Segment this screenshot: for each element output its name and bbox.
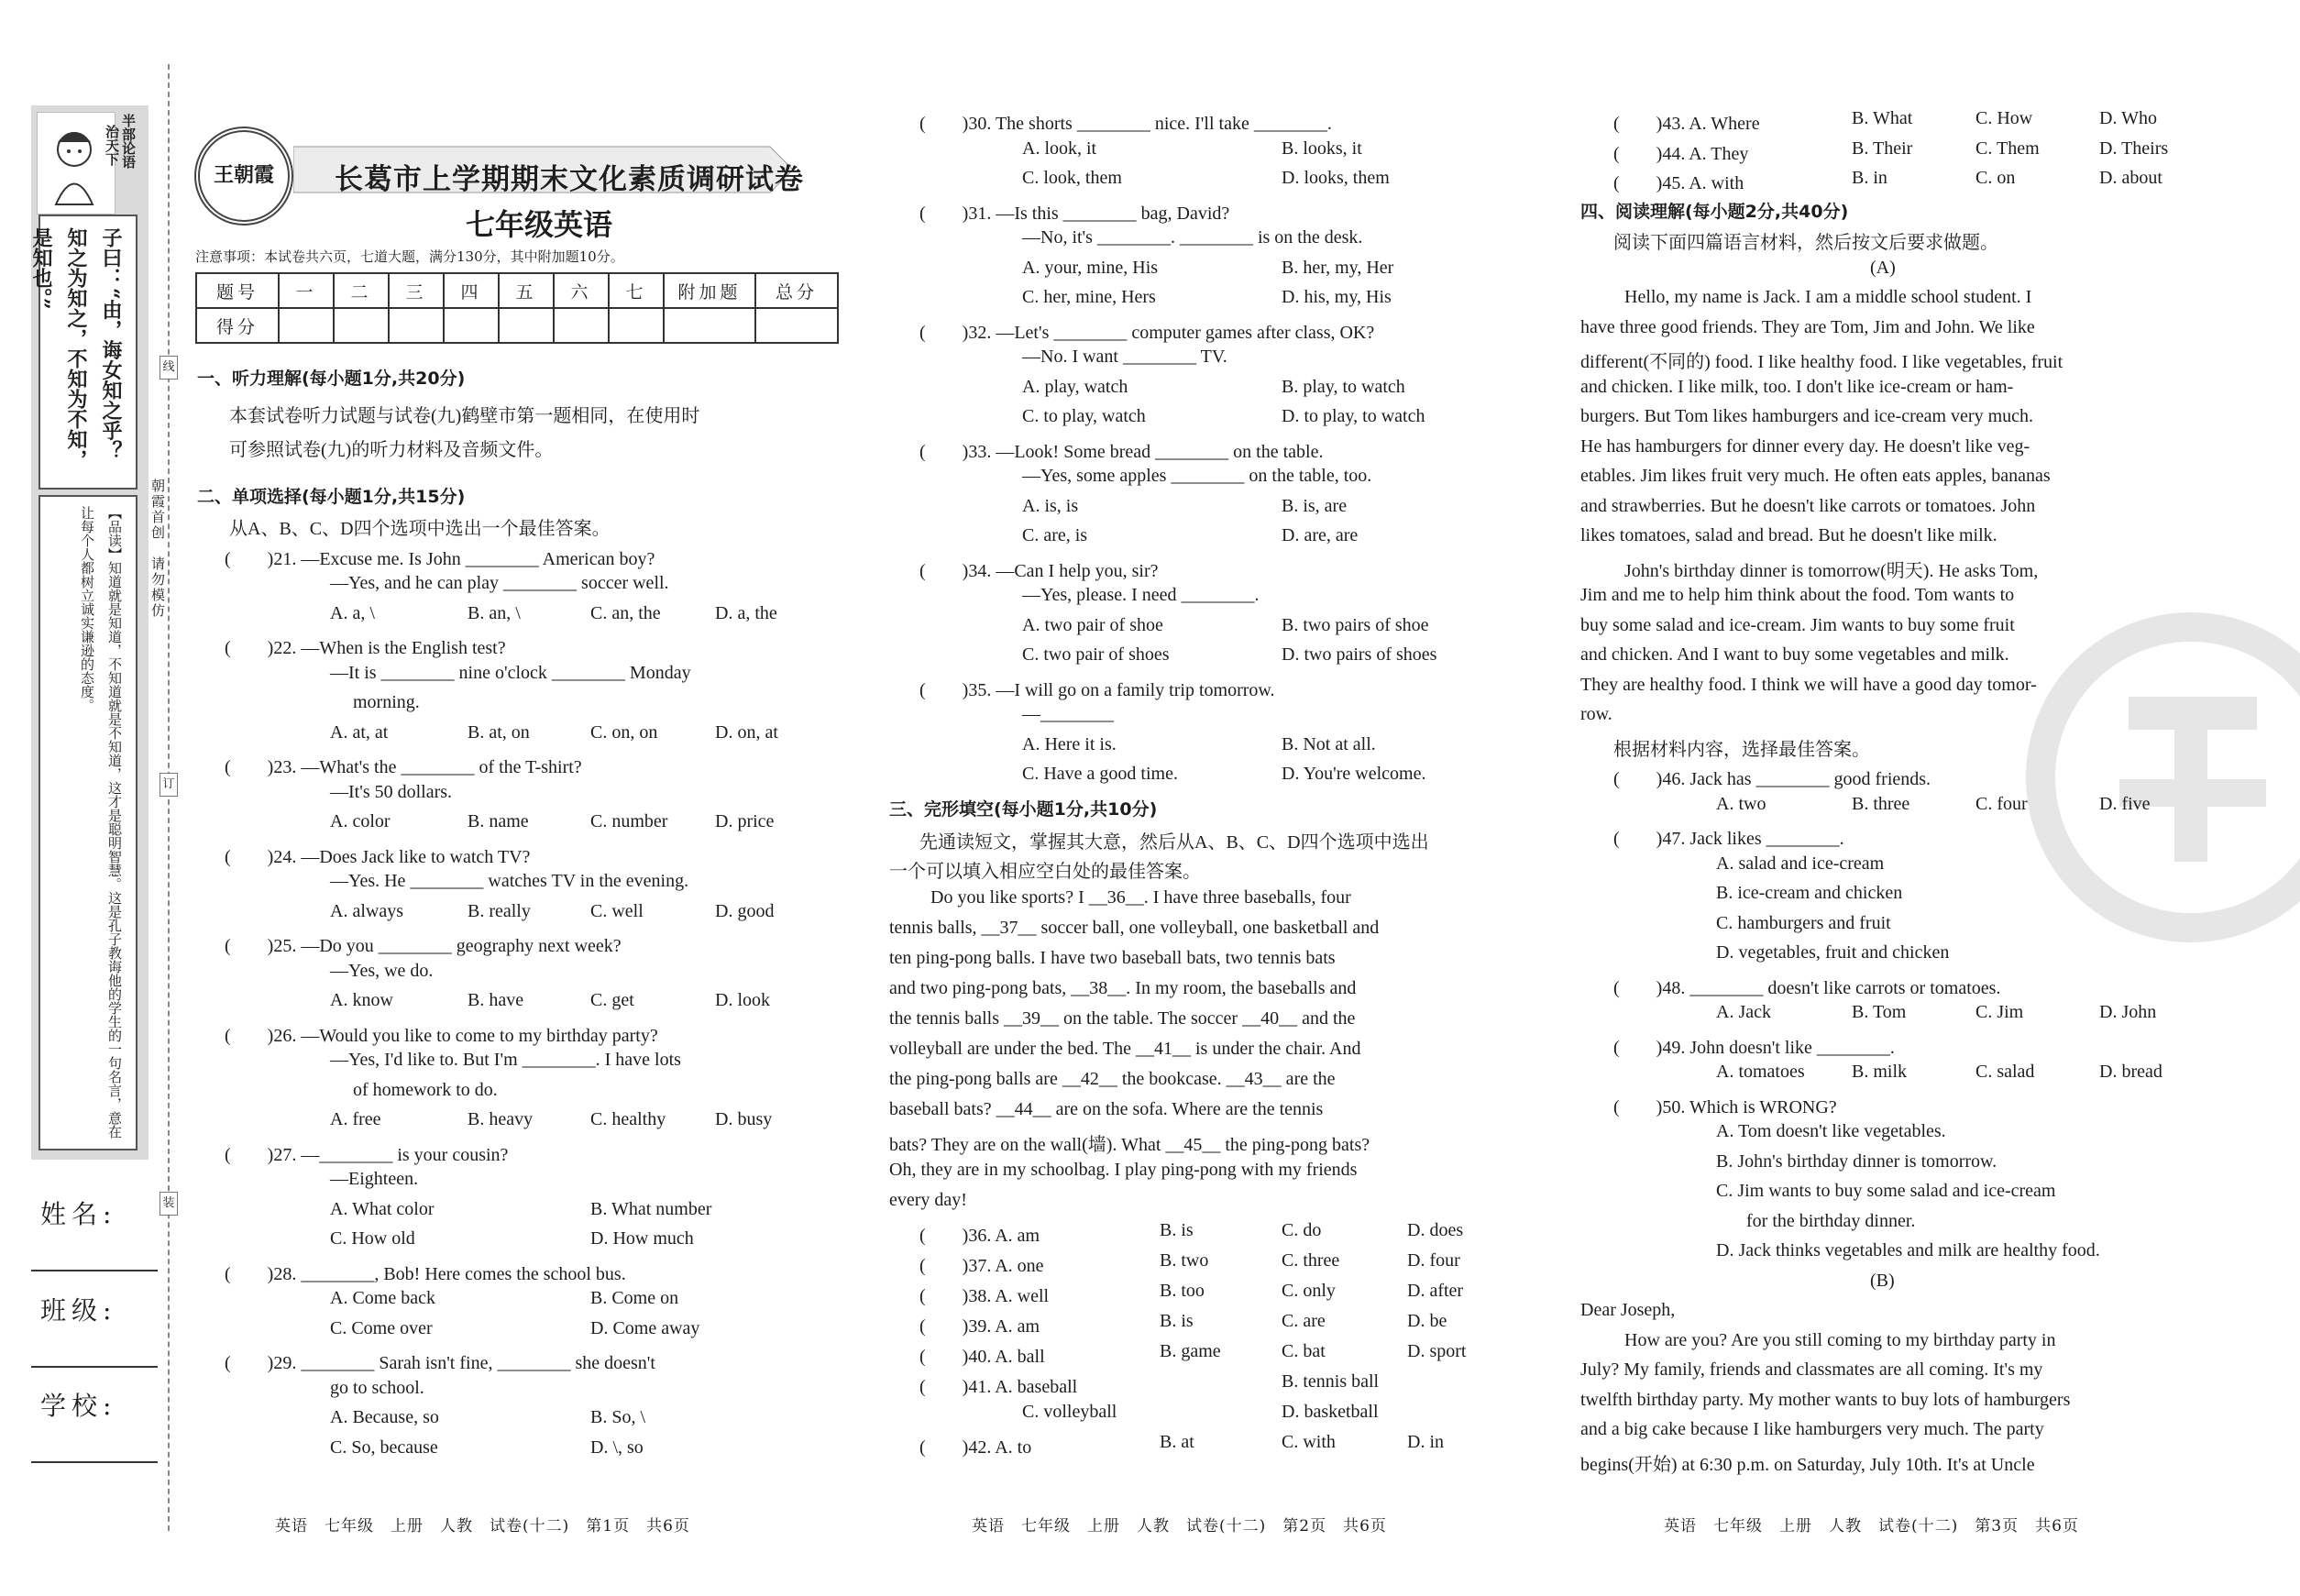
text-line: ( )43. A. Where [1613, 114, 1760, 134]
text-line: —Yes, some apples ________ on the table, too. [1022, 466, 1372, 486]
text-line: ( )42. A. to [919, 1437, 1032, 1458]
score-table [195, 272, 839, 344]
text-line: A. play, watch [1022, 377, 1128, 397]
text-line: B. her, my, Her [1282, 258, 1394, 278]
text-line: A. two [1716, 794, 1766, 814]
text-line: B. name [468, 811, 529, 831]
name-label: 姓名: [40, 1199, 117, 1229]
text-line: C. number [590, 811, 668, 831]
text-line: B. play, to watch [1282, 377, 1405, 397]
text-line: 根据材料内容，选择最佳答案。 [1613, 740, 1870, 760]
text-line: and strawberries. But he doesn't like carrots or tomatoes. John [1580, 496, 2036, 516]
text-line: —Yes, I'd like to. But I'm ________. I have lots [330, 1050, 681, 1070]
text-line: How are you? Are you still coming to my birthday party in [1624, 1330, 2056, 1350]
text-line: ( )23. —What's the ________ of the T-shirt? [225, 757, 582, 777]
text-line: ( )49. John doesn't like ________. [1613, 1038, 1895, 1058]
class-line[interactable] [31, 1366, 158, 1368]
text-line: A. know [330, 990, 393, 1010]
score-cell: 六 [554, 273, 609, 308]
text-line: D. sport [1407, 1341, 1467, 1361]
text-line: C. are, is [1022, 525, 1088, 545]
text-line: ( )31. —Is this ________ bag, David? [919, 204, 1230, 224]
text-line: begins(开始) at 6:30 p.m. on Saturday, July 10th. It's at Uncle [1580, 1455, 2035, 1475]
text-line: D. in [1407, 1432, 1444, 1452]
text-line: for the birthday dinner. [1746, 1211, 1916, 1231]
text-line: ( )36. A. am [919, 1226, 1040, 1246]
text-line: —No. I want ________ TV. [1022, 347, 1227, 367]
text-line: ( )47. Jack likes ________. [1613, 829, 1844, 849]
text-line: and two ping-pong bats, __38__. In my room, the baseballs and [889, 978, 1357, 998]
text-line: 阅读下面四篇语言材料，然后按文后要求做题。 [1613, 233, 1998, 253]
score-cell: 三 [389, 273, 444, 308]
text-line: B. really [468, 901, 531, 921]
text-line: D. be [1407, 1311, 1447, 1331]
text-line: Oh, they are in my schoolbag. I play ping-pong with my friends [889, 1160, 1358, 1180]
text-line: morning. [353, 692, 420, 712]
text-line: C. How [1975, 108, 2033, 128]
score-input[interactable] [334, 308, 389, 343]
text-line: A. a, \ [330, 603, 375, 623]
score-cell: 四 [444, 273, 499, 308]
text-line: volleyball are under the bed. The __41__ is under the chair. And [889, 1039, 1361, 1059]
text-line: July? My family, friends and classmates are all coming. It's my [1580, 1359, 2043, 1380]
exam-title: 长葛市上学期期末文化素质调研试卷 [335, 163, 804, 196]
text-line: B. is [1160, 1220, 1194, 1240]
text-line: and a big cake because I like hamburgers very much. The party [1580, 1419, 2044, 1439]
score-input[interactable] [609, 308, 664, 343]
text-line: D. Jack thinks vegetables and milk are healthy food. [1716, 1240, 2100, 1260]
brand-name: 王朝霞 [213, 163, 274, 187]
text-line: B. Come on [590, 1288, 679, 1308]
text-line: B. Tom [1852, 1002, 1907, 1022]
text-line: (B) [1870, 1271, 1895, 1291]
text-line: A. at, at [330, 722, 389, 743]
text-line: B. What number [590, 1199, 712, 1219]
text-line: B. ice-cream and chicken [1716, 883, 1903, 903]
text-line: C. How old [330, 1228, 415, 1249]
text-line: —It is ________ nine o'clock ________ Monday [330, 663, 691, 683]
score-cell: 总分 [755, 273, 838, 308]
score-cell: 二 [334, 273, 389, 308]
text-line: buy some salad and ice-cream. Jim wants to buy some fruit [1580, 615, 2015, 635]
text-line: B. heavy [468, 1109, 534, 1129]
text-line: of homework to do. [353, 1080, 498, 1100]
text-line: D. look [715, 990, 770, 1010]
text-line: the ping-pong balls are __42__ the bookcase. __43__ are the [889, 1069, 1336, 1089]
text-line: C. healthy [590, 1109, 666, 1129]
text-line: ( )50. Which is WRONG? [1613, 1097, 1837, 1117]
text-line: B. tennis ball [1282, 1371, 1380, 1392]
text-line: B. two pairs of shoe [1282, 615, 1429, 635]
text-line: likes tomatoes, salad and bread. But he doesn't like milk. [1580, 525, 1997, 545]
text-line: twelfth birthday party. My mother wants to buy lots of hamburgers [1580, 1390, 2071, 1410]
text-line: B. John's birthday dinner is tomorrow. [1716, 1151, 1997, 1172]
text-line: B. in [1852, 168, 1887, 188]
text-line: C. three [1282, 1250, 1340, 1271]
text-line: B. is [1160, 1311, 1194, 1331]
text-line: He has hamburgers for dinner every day. He doesn't like veg- [1580, 436, 2030, 457]
score-header-row [196, 273, 838, 308]
text-line: —It's 50 dollars. [330, 782, 453, 802]
text-line: baseball bats? __44__ are on the sofa. Where are the tennis [889, 1099, 1324, 1119]
section-heading: 四、阅读理解(每小题2分,共40分) [1580, 202, 1849, 222]
text-line: B. What [1852, 108, 1913, 128]
text-line: C. only [1282, 1281, 1336, 1301]
text-line: ( )46. Jack has ________ good friends. [1613, 769, 1931, 789]
text-line: B. too [1160, 1281, 1205, 1301]
score-cell: 题号 [196, 273, 279, 308]
score-cell: 五 [499, 273, 554, 308]
brand-seal [194, 127, 293, 226]
text-line: —Eighteen. [330, 1169, 419, 1189]
text-line: C. hamburgers and fruit [1716, 913, 1891, 933]
text-line: C. So, because [330, 1437, 438, 1458]
score-input[interactable] [389, 308, 444, 343]
text-line: D. two pairs of shoes [1282, 644, 1437, 665]
text-line: ( )41. A. baseball [919, 1377, 1078, 1397]
text-line: 先通读短文，掌握其大意，然后从A、B、C、D四个选项中选出 [919, 832, 1429, 853]
text-line: B. milk [1852, 1062, 1908, 1082]
text-line: ( )48. ________ doesn't like carrots or tomatoes. [1613, 978, 2001, 998]
text-line: ( )34. —Can I help you, sir? [919, 561, 1159, 581]
score-input[interactable] [499, 308, 554, 343]
page-footer: 英语 七年级 上册 人教 试卷(十二) 第2页 共6页 [972, 1517, 1387, 1535]
reading-note-box [39, 495, 138, 1150]
text-line: A. tomatoes [1716, 1062, 1805, 1082]
text-line: D. vegetables, fruit and chicken [1716, 942, 1950, 963]
section-heading: 二、单项选择(每小题1分,共15分) [197, 487, 466, 507]
text-line: burgers. But Tom likes hamburgers and ice-cream very much. [1580, 406, 2034, 426]
text-line: —________ [1022, 704, 1114, 724]
text-line: D. good [715, 901, 775, 921]
section-heading: 一、听力理解(每小题1分,共20分) [197, 369, 466, 389]
text-line: A. Tom doesn't like vegetables. [1716, 1121, 1946, 1141]
text-line: ( )29. ________ Sarah isn't fine, ________ she doesn't [225, 1353, 655, 1373]
text-line: A. your, mine, His [1022, 258, 1159, 278]
exam-subtitle: 七年级英语 [466, 207, 613, 242]
text-line: Dear Joseph, [1580, 1300, 1676, 1320]
text-line: D. does [1407, 1220, 1464, 1240]
school-line[interactable] [31, 1461, 158, 1463]
text-line: C. Jim wants to buy some salad and ice-cream [1716, 1181, 2056, 1201]
text-line: —No, it's ________. ________ is on the desk. [1022, 227, 1363, 248]
text-line: C. are [1282, 1311, 1326, 1331]
text-line: C. Have a good time. [1022, 764, 1178, 784]
page-footer: 英语 七年级 上册 人教 试卷(十二) 第3页 共6页 [1664, 1517, 2079, 1535]
text-line: D. on, at [715, 722, 778, 743]
text-line: B. is, are [1282, 496, 1348, 516]
text-line: D. John [2099, 1002, 2157, 1022]
text-line: D. basketball [1282, 1402, 1379, 1422]
text-line: B. an, \ [468, 603, 521, 623]
text-line: A. salad and ice-cream [1716, 853, 1885, 874]
text-line: C. volleyball [1022, 1402, 1117, 1422]
text-line: B. game [1160, 1341, 1221, 1361]
text-line: row. [1580, 704, 1612, 724]
text-line: —Yes, we do. [330, 961, 434, 981]
text-line: ( )24. —Does Jack like to watch TV? [225, 847, 531, 867]
text-line: C. to play, watch [1022, 406, 1146, 426]
text-line: C. well [590, 901, 644, 921]
text-line: A. free [330, 1109, 381, 1129]
text-line: C. her, mine, Hers [1022, 287, 1156, 307]
text-line: C. Jim [1975, 1002, 2024, 1022]
name-line[interactable] [31, 1270, 158, 1271]
text-line: D. You're welcome. [1282, 764, 1426, 784]
text-line: B. at, on [468, 722, 530, 743]
copyright-note: 朝霞首创 请勿模仿 [149, 479, 166, 619]
text-line: B. at [1160, 1432, 1194, 1452]
text-line: D. How much [590, 1228, 694, 1249]
cut-mark-ding: 订 [160, 773, 178, 797]
text-line: go to school. [330, 1378, 424, 1398]
text-line: ( )37. A. one [919, 1256, 1044, 1276]
text-line: C. on, on [590, 722, 658, 743]
section-heading: 三、完形填空(每小题1分,共10分) [889, 799, 1158, 820]
text-line: D. Theirs [2099, 138, 2169, 159]
text-line: D. Who [2099, 108, 2157, 128]
text-line: Hello, my name is Jack. I am a middle school student. I [1624, 287, 2032, 307]
score-cell: 附加题 [664, 273, 755, 308]
text-line: —Yes. He ________ watches TV in the evening. [330, 871, 689, 891]
logo-motto-1: 半部论语 [120, 114, 137, 169]
text-line: 本套试卷听力试题与试卷(九)鹤壁市第一题相同，在使用时 [229, 406, 700, 426]
text-line: B. two [1160, 1250, 1209, 1271]
text-line: ( )40. A. ball [919, 1347, 1045, 1367]
text-line: C. with [1282, 1432, 1336, 1452]
text-line: ( )26. —Would you like to come to my birthday party? [225, 1026, 658, 1046]
notice: 注意事项：本试卷共六页，七道大题，满分130分，其中附加题10分。 [195, 248, 624, 265]
text-line: ( )28. ________, Bob! Here comes the school bus. [225, 1264, 626, 1284]
text-line: —Yes, and he can play ________ soccer well. [330, 573, 669, 593]
text-line: ( )25. —Do you ________ geography next week? [225, 936, 622, 956]
text-line: They are healthy food. I think we will have a good day tomor- [1580, 675, 2037, 695]
score-cell: 一 [279, 273, 334, 308]
school-label: 学校: [40, 1391, 117, 1421]
text-line: A. look, it [1022, 138, 1097, 159]
text-line: and chicken. I like milk, too. I don't like ice-cream or ham- [1580, 377, 2014, 397]
text-line: and chicken. And I want to buy some vegetables and milk. [1580, 644, 2009, 665]
text-line: 可参照试卷(九)的听力材料及音频文件。 [229, 440, 554, 460]
score-input[interactable] [554, 308, 609, 343]
text-line: D. about [2099, 168, 2162, 188]
text-line: B. have [468, 990, 524, 1010]
text-line: A. Jack [1716, 1002, 1771, 1022]
text-line: ten ping-pong balls. I have two baseball bats, two tennis bats [889, 948, 1336, 968]
text-line: D. bread [2099, 1062, 2162, 1082]
text-line: ( )33. —Look! Some bread ________ on the table. [919, 442, 1324, 462]
score-input[interactable] [664, 308, 755, 343]
text-line: different(不同的) food. I like healthy food. I like vegetables, fruit [1580, 352, 2063, 372]
text-line: D. Come away [590, 1318, 700, 1338]
text-line: C. get [590, 990, 634, 1010]
score-input[interactable] [279, 308, 334, 343]
text-line: D. price [715, 811, 775, 831]
score-cell: 七 [609, 273, 664, 308]
text-line: Do you like sports? I __36__. I have three baseballs, four [930, 887, 1351, 908]
text-line: B. looks, it [1282, 138, 1362, 159]
text-line: ( )27. —________ is your cousin? [225, 1145, 509, 1165]
text-line: bats? They are on the wall(墙). What __45__ the ping-pong bats? [889, 1135, 1370, 1155]
text-line: John's birthday dinner is tomorrow(明天). He asks Tom, [1624, 561, 2039, 581]
reading-note: 【品读】知道就是知道，不知道就是不知道，这才是聪明智慧。这是孔子教诲他的学生的一句名言，意在让每个人都树立诚实谦逊的态度。 [79, 506, 123, 1139]
text-line: C. two pair of shoes [1022, 644, 1170, 665]
page-footer: 英语 七年级 上册 人教 试卷(十二) 第1页 共6页 [275, 1517, 690, 1535]
cut-mark-xian: 线 [160, 356, 178, 380]
cut-mark-zhuang: 装 [160, 1192, 178, 1216]
text-line: 从A、B、C、D四个选项中选出一个最佳答案。 [229, 519, 611, 539]
text-line: ( )44. A. They [1613, 144, 1749, 164]
text-line: A. Because, so [330, 1407, 439, 1427]
text-line: B. Their [1852, 138, 1913, 159]
text-line: A. Here it is. [1022, 734, 1117, 754]
text-line: C. Them [1975, 138, 2040, 159]
text-line: B. So, \ [590, 1407, 646, 1427]
text-line: ( )38. A. well [919, 1286, 1050, 1306]
text-line: D. busy [715, 1109, 773, 1129]
text-line: C. look, them [1022, 168, 1122, 188]
text-line: C. bat [1282, 1341, 1326, 1361]
text-line: ( )30. The shorts ________ nice. I'll take ________. [919, 114, 1332, 134]
text-line: D. to play, to watch [1282, 406, 1425, 426]
score-cell: 得分 [196, 308, 279, 343]
text-line: etables. Jim likes fruit very much. He often eats apples, bananas [1580, 466, 2051, 486]
text-line: C. Come over [330, 1318, 433, 1338]
text-line: D. looks, them [1282, 168, 1390, 188]
quote-box [29, 215, 138, 490]
text-line: the tennis balls __39__ on the table. The soccer __40__ and the [889, 1008, 1356, 1029]
watermark-seal [2026, 612, 2300, 942]
text-line: A. two pair of shoe [1022, 615, 1163, 635]
text-line: ( )45. A. with [1613, 173, 1744, 193]
cut-line [168, 64, 170, 1531]
text-line: ( )35. —I will go on a family trip tomorrow. [919, 680, 1275, 700]
text-line: tennis balls, __37__ soccer ball, one volleyball, one basketball and [889, 918, 1380, 938]
text-line: have three good friends. They are Tom, Jim and John. We like [1580, 317, 2035, 337]
text-line: A. color [330, 811, 391, 831]
text-line: A. is, is [1022, 496, 1079, 516]
text-line: C. an, the [590, 603, 661, 623]
text-line: Jim and me to help him think about the food. Tom wants to [1580, 585, 2015, 605]
text-line: A. always [330, 901, 403, 921]
logo-motto-2: 治天下 [104, 125, 120, 166]
text-line: B. Not at all. [1282, 734, 1376, 754]
text-line: (A) [1870, 258, 1896, 278]
text-line: C. on [1975, 168, 2016, 188]
text-line: D. after [1407, 1281, 1464, 1301]
text-line: C. four [1975, 794, 2028, 814]
text-line: D. \, so [590, 1437, 644, 1458]
text-line: ( )21. —Excuse me. Is John ________ American boy? [225, 549, 655, 569]
text-line: D. his, my, His [1282, 287, 1392, 307]
text-line: every day! [889, 1190, 967, 1210]
text-line: ( )22. —When is the English test? [225, 638, 506, 658]
text-line: —Yes, please. I need ________. [1022, 585, 1260, 605]
text-line: B. three [1852, 794, 1910, 814]
text-line: C. salad [1975, 1062, 2035, 1082]
score-input[interactable] [755, 308, 838, 343]
text-line: D. are, are [1282, 525, 1359, 545]
class-label: 班级: [40, 1295, 117, 1326]
text-line: C. do [1282, 1220, 1322, 1240]
confucius-quote: 子曰：“由，诲女知之乎？知之为知之，不知为不知，是知也。” [29, 227, 123, 469]
text-line: D. five [2099, 794, 2151, 814]
text-line: A. Come back [330, 1288, 435, 1308]
text-line: A. What color [330, 1199, 435, 1219]
text-line: D. four [1407, 1250, 1460, 1271]
score-input[interactable] [444, 308, 499, 343]
score-value-row [196, 308, 838, 343]
text-line: 一个可以填入相应空白处的最佳答案。 [889, 862, 1201, 882]
text-line: D. a, the [715, 603, 777, 623]
text-line: ( )32. —Let's ________ computer games after class, OK? [919, 323, 1375, 343]
text-line: ( )39. A. am [919, 1316, 1040, 1337]
